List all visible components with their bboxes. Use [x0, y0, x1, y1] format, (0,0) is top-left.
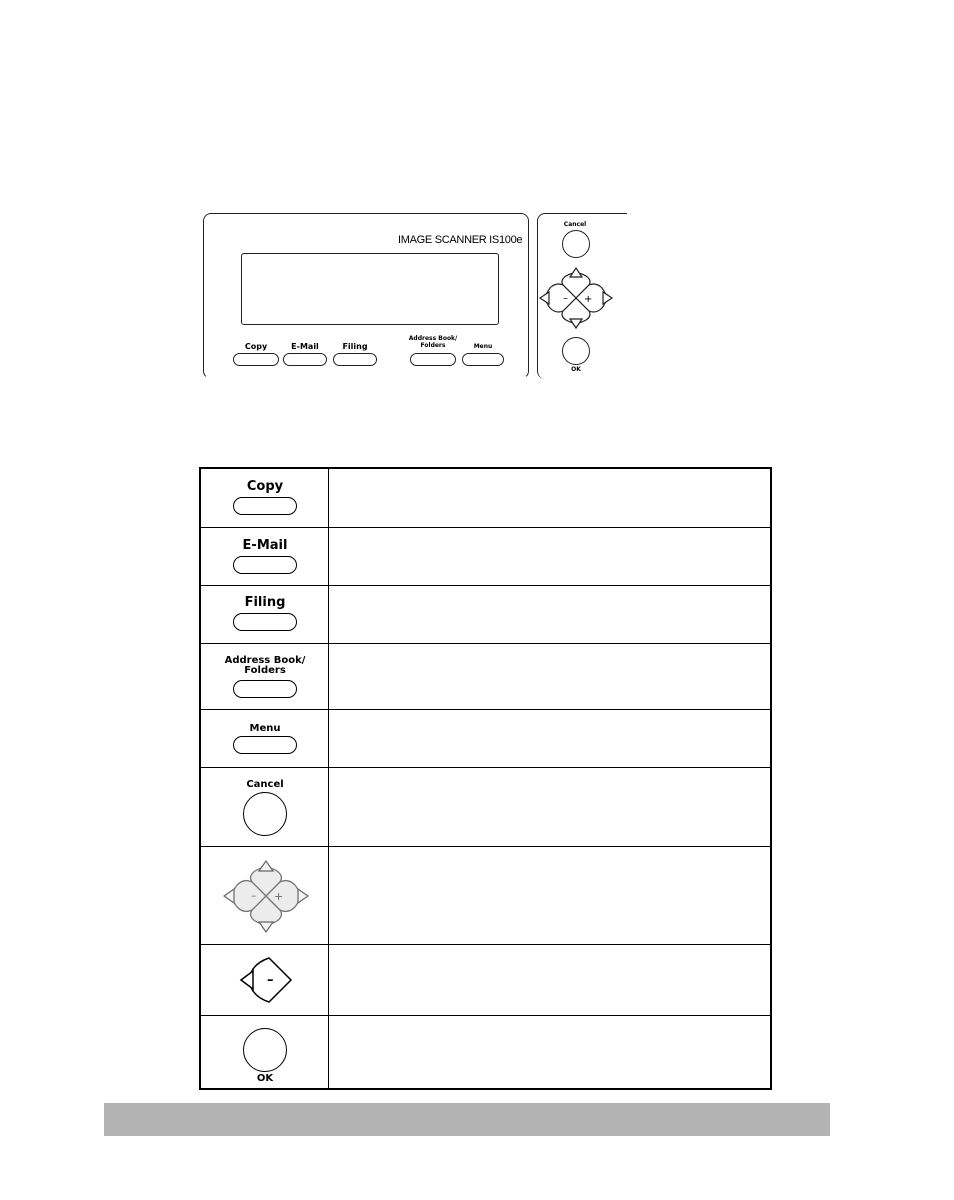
panel-cancel-button[interactable]	[562, 230, 590, 258]
icon-cell	[201, 644, 329, 709]
menu-button-icon	[233, 736, 297, 754]
address-book-label-line1: Address Book/	[224, 655, 306, 666]
copy-button-icon	[233, 497, 297, 515]
description-cell	[329, 847, 770, 944]
description-cell	[329, 768, 770, 846]
email-label: E-Mail	[242, 538, 288, 553]
right-arrow-icon	[298, 889, 308, 903]
table-row-address-book	[201, 644, 770, 710]
panel-minus-icon: –	[563, 293, 568, 304]
icon-cell	[201, 710, 329, 767]
panel-right-arrow-icon	[603, 292, 612, 304]
icon-cell	[201, 945, 329, 1015]
description-cell	[329, 1016, 770, 1090]
cancel-button-icon	[243, 792, 287, 836]
description-cell	[329, 586, 770, 643]
left-arrow-icon	[241, 971, 253, 989]
down-arrow-icon	[259, 922, 273, 932]
icon-cell	[201, 586, 329, 643]
address-book-button-icon	[233, 680, 297, 698]
table-row-cancel	[201, 768, 770, 847]
panel-down-arrow-icon	[570, 319, 582, 328]
panel-direction-pad[interactable]	[536, 262, 616, 334]
table-row-menu	[201, 710, 770, 768]
table-row-filing	[201, 586, 770, 644]
up-arrow-icon	[259, 861, 273, 871]
cancel-label: Cancel	[246, 779, 284, 790]
footer-bar	[104, 1103, 830, 1136]
minus-icon: –	[267, 973, 274, 988]
panel-email-label: E-Mail	[291, 342, 319, 351]
panel-copy-button[interactable]	[233, 353, 279, 366]
model-name: IMAGE SCANNER IS100e	[398, 234, 523, 246]
table-row-left-minus-key	[201, 945, 770, 1016]
menu-label: Menu	[249, 723, 281, 734]
ok-label: OK	[256, 1073, 274, 1084]
lcd-display	[241, 253, 499, 325]
panel-ok-button[interactable]	[562, 337, 590, 365]
left-minus-key-icon	[239, 954, 297, 1006]
description-cell	[329, 528, 770, 585]
panel-email-button[interactable]	[283, 353, 327, 366]
panel-menu-button[interactable]	[462, 353, 504, 366]
panel-left-arrow-icon	[540, 292, 549, 304]
panel-address-book-label-line1: Address Book/	[408, 335, 458, 342]
panel-up-arrow-icon	[570, 268, 582, 277]
button-description-table	[199, 467, 772, 1090]
table-row-ok	[201, 1016, 770, 1090]
plus-icon: +	[274, 890, 284, 903]
address-book-label-line2: Folders	[244, 665, 286, 676]
description-cell	[329, 945, 770, 1015]
panel-cancel-label: Cancel	[563, 221, 587, 228]
left-arrow-icon	[224, 889, 234, 903]
email-button-icon	[233, 556, 297, 574]
description-cell	[329, 710, 770, 767]
icon-cell	[201, 528, 329, 585]
panel-menu-label: Menu	[473, 343, 493, 350]
icon-cell	[201, 847, 329, 944]
table-row-direction-pad	[201, 847, 770, 945]
description-cell	[329, 644, 770, 709]
table-row-copy	[201, 469, 770, 528]
direction-pad-icon	[221, 855, 311, 937]
panel-copy-label: Copy	[244, 342, 268, 351]
panel-address-book-label-line2: Folders	[420, 342, 446, 349]
filing-label: Filing	[244, 595, 286, 610]
panel-address-book-button[interactable]	[410, 353, 456, 366]
panel-plus-icon: +	[584, 294, 593, 305]
panel-filing-button[interactable]	[333, 353, 377, 366]
ok-button-icon	[243, 1028, 287, 1072]
icon-cell	[201, 768, 329, 846]
icon-cell	[201, 469, 329, 527]
minus-icon: –	[251, 889, 257, 902]
table-row-email	[201, 528, 770, 586]
copy-label: Copy	[246, 479, 284, 494]
description-cell	[329, 469, 770, 527]
panel-ok-label: OK	[571, 366, 581, 373]
panel-filing-label: Filing	[342, 342, 368, 351]
filing-button-icon	[233, 613, 297, 631]
icon-cell	[201, 1016, 329, 1090]
